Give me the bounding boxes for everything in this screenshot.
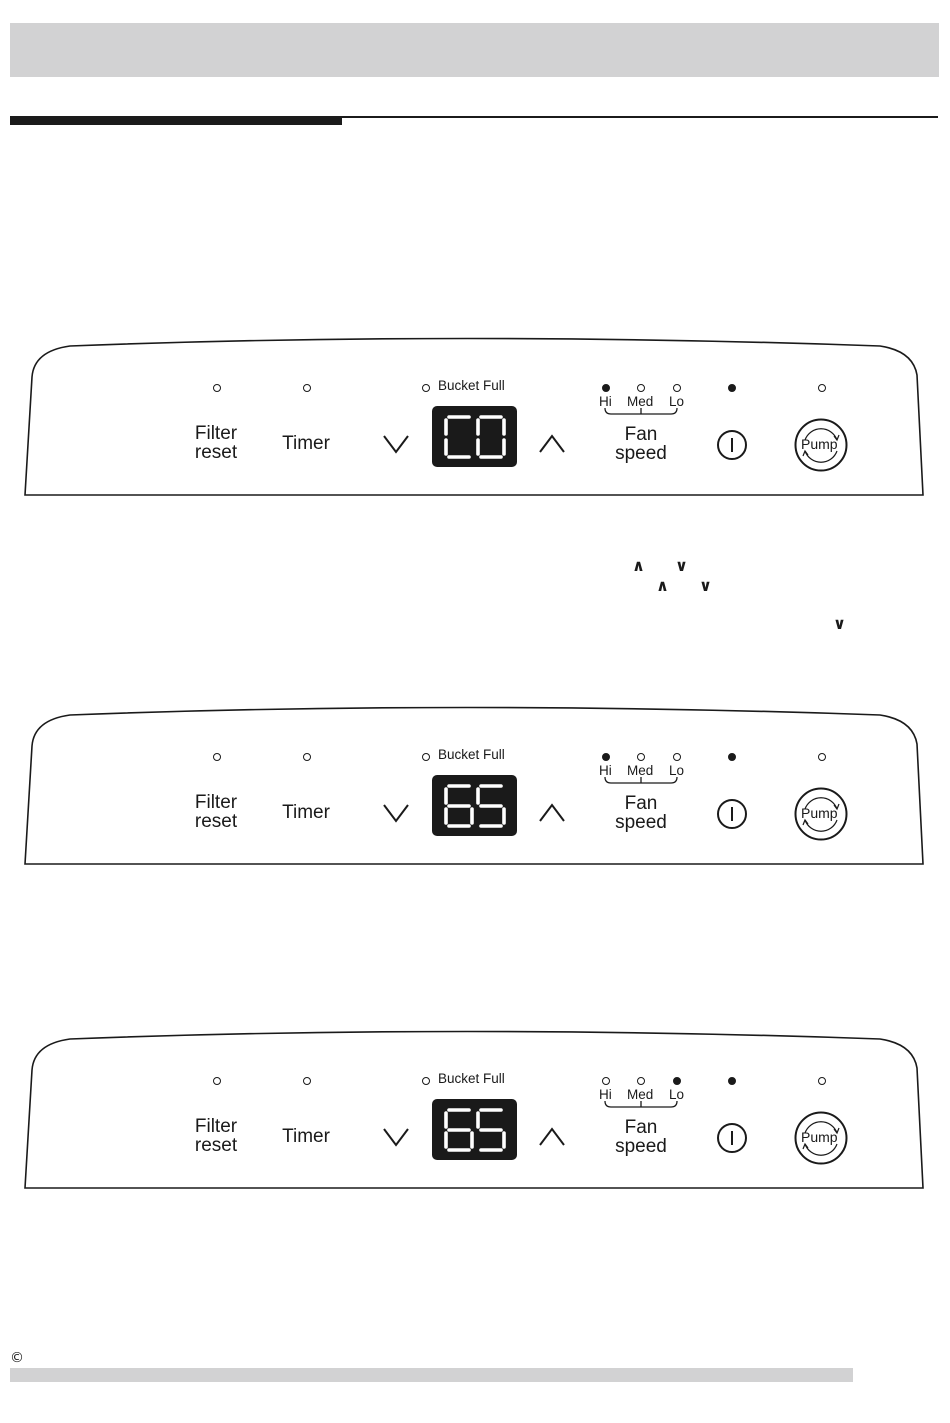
power-button[interactable] (717, 430, 747, 460)
fan-med-indicator-led (637, 1077, 645, 1085)
pump-button[interactable] (794, 1111, 848, 1165)
fan-label-line1: Fan (624, 793, 658, 814)
filter-label-line2: reset (194, 442, 238, 463)
header-band (10, 23, 939, 77)
timer-indicator-led (303, 384, 311, 392)
display-digits (432, 775, 517, 836)
bucket-full-label: Bucket Full (438, 1071, 505, 1086)
display-digits (432, 1099, 517, 1160)
fan-lo-label: Lo (669, 394, 685, 409)
power-button[interactable] (717, 1123, 747, 1153)
bucket-full-indicator-led (422, 753, 430, 761)
fan-hi-label: Hi (599, 763, 612, 778)
pump-label: Pump (801, 1129, 838, 1145)
filter-reset-button[interactable] (176, 793, 256, 831)
power-indicator-led (728, 753, 736, 761)
filter-label-line2: reset (194, 1135, 238, 1156)
pump-button[interactable] (794, 787, 848, 841)
timer-button[interactable]: Timer (282, 433, 330, 454)
fan-speed-bracket (603, 1101, 679, 1111)
up-arrow-button[interactable] (538, 803, 566, 823)
timer-button[interactable]: Timer (282, 802, 330, 823)
filter-label-line1: Filter (194, 1116, 238, 1137)
pump-label: Pump (801, 436, 838, 452)
fan-med-label: Med (627, 1087, 654, 1102)
fan-lo-indicator-led (673, 1077, 681, 1085)
filter-indicator-led (213, 753, 221, 761)
bucket-full-label: Bucket Full (438, 378, 505, 393)
arrow-up-icon: ∧ (656, 576, 669, 595)
down-arrow-button[interactable] (382, 1127, 410, 1147)
copyright-symbol: © (10, 1350, 24, 1366)
fan-label-line2: speed (615, 1136, 667, 1157)
filter-label-line1: Filter (194, 423, 238, 444)
fan-med-label: Med (627, 763, 654, 778)
digital-display (432, 406, 517, 467)
fan-med-label: Med (627, 394, 654, 409)
timer-indicator-led (303, 753, 311, 761)
pump-label: Pump (801, 805, 838, 821)
filter-label-line2: reset (194, 811, 238, 832)
fan-med-indicator-led (637, 384, 645, 392)
arrow-down-icon: ∨ (833, 614, 846, 633)
timer-indicator-led (303, 1077, 311, 1085)
display-digits (432, 406, 517, 467)
up-arrow-button[interactable] (538, 434, 566, 454)
section-rule-thick (10, 116, 342, 125)
fan-hi-indicator-led (602, 753, 610, 761)
control-panel-1 (20, 335, 930, 505)
down-arrow-button[interactable] (382, 434, 410, 454)
fan-hi-label: Hi (599, 394, 612, 409)
pump-indicator-led (818, 753, 826, 761)
arrow-up-icon: ∧ (632, 556, 645, 575)
fan-med-indicator-led (637, 753, 645, 761)
fan-hi-indicator-led (602, 1077, 610, 1085)
fan-lo-label: Lo (669, 1087, 685, 1102)
fan-lo-indicator-led (673, 753, 681, 761)
pump-indicator-led (818, 1077, 826, 1085)
fan-hi-label: Hi (599, 1087, 612, 1102)
footer-band (10, 1368, 853, 1382)
fan-label-line1: Fan (624, 424, 658, 445)
pump-indicator-led (818, 384, 826, 392)
bucket-full-indicator-led (422, 384, 430, 392)
fan-speed-bracket (603, 408, 679, 418)
section-rule-thin (342, 116, 938, 118)
filter-reset-button[interactable] (176, 1117, 256, 1155)
pump-button[interactable] (794, 418, 848, 472)
bucket-full-indicator-led (422, 1077, 430, 1085)
fan-speed-button[interactable] (601, 425, 681, 463)
filter-label-line1: Filter (194, 792, 238, 813)
fan-speed-button[interactable] (601, 794, 681, 832)
arrow-down-icon: ∨ (675, 556, 688, 575)
filter-reset-button[interactable] (176, 424, 256, 462)
up-arrow-button[interactable] (538, 1127, 566, 1147)
fan-label-line1: Fan (624, 1117, 658, 1138)
bucket-full-label: Bucket Full (438, 747, 505, 762)
digital-display (432, 775, 517, 836)
filter-indicator-led (213, 1077, 221, 1085)
power-indicator-led (728, 1077, 736, 1085)
timer-button[interactable]: Timer (282, 1126, 330, 1147)
fan-hi-indicator-led (602, 384, 610, 392)
fan-speed-button[interactable] (601, 1118, 681, 1156)
fan-label-line2: speed (615, 812, 667, 833)
control-panel-2 (20, 704, 930, 874)
control-panel-3 (20, 1028, 930, 1198)
filter-indicator-led (213, 384, 221, 392)
arrow-down-icon: ∨ (699, 576, 712, 595)
power-indicator-led (728, 384, 736, 392)
fan-label-line2: speed (615, 443, 667, 464)
down-arrow-button[interactable] (382, 803, 410, 823)
power-button[interactable] (717, 799, 747, 829)
digital-display (432, 1099, 517, 1160)
fan-lo-label: Lo (669, 763, 685, 778)
fan-speed-bracket (603, 777, 679, 787)
fan-lo-indicator-led (673, 384, 681, 392)
